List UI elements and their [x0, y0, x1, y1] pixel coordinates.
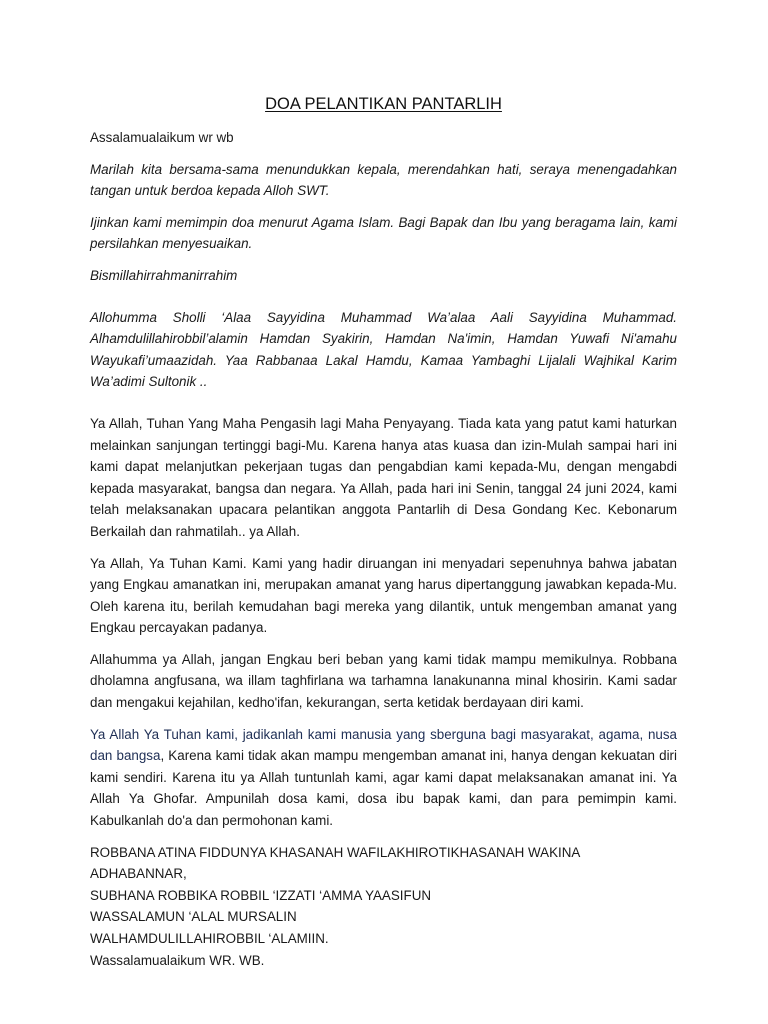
closing-line: ROBBANA ATINA FIDDUNYA KHASANAH WAFILAKHIROTIKHASANAH WAKINA ADHABANNAR, — [90, 844, 580, 882]
permission-paragraph: Ijinkan kami memimpin doa menurut Agama Islam. Bagi Bapak dan Ibu yang beragama lain, kami persilahkan menyesuaikan. — [90, 214, 677, 252]
closing-line: SUBHANA ROBBIKA ROBBIL ‘IZZATI ‘AMMA YAASIFUN — [90, 887, 432, 903]
closing-line: WASSALAMUN ‘ALAL MURSALIN — [90, 909, 297, 925]
prayer-paragraph-1: Ya Allah, Tuhan Yang Maha Pengasih lagi Maha Penyayang. Tiada kata yang patut kami haturkan melainkan sanjungan tertinggi bagi-Mu. Karena hanya atas kuasa dan izin-Mulah sampai hari ini kami dapat melanjutkan pekerjaan tugas dan pengabdian kami kepada-Mu, dengan mengabdi kepada masyarakat, bangsa dan negara. Ya Allah, pada hari ini Senin, tanggal 24 juni 2024, kami telah melaksanakan upacara pelantikan anggota Pantarlih di Desa Gondang Kec. Kebonarum Berkailah dan rahmatilah.. ya Allah. — [90, 415, 677, 539]
prayer-paragraph-4-rest: , Karena kami tidak akan mampu mengemban amanat ini, hanya dengan kekuatan diri kami sendiri. Karena itu ya Allah tuntunlah kami, agar kami dapat melaksanakan amanat ini. Ya Allah Ya Ghofar. Ampunilah dosa kami, dosa ibu bapak kami, dan para pemimpin kami. Kabulkanlah do'a dan permohonan kami. — [90, 748, 677, 829]
prayer-paragraph-2: Ya Allah, Ya Tuhan Kami. Kami yang hadir diruangan ini menyadari sepenuhnya bahwa jabatan yang Engkau amanatkan ini, merupakan amanat yang harus dipertanggung jawabkan kepada-Mu. Oleh karena itu, berilah kemudahan bagi mereka yang dilantik, untuk mengemban amanat yang Engkau percayakan padanya. — [90, 555, 677, 636]
closing-line: WALHAMDULILLAHIROBBIL ‘ALAMIIN. — [90, 931, 329, 946]
prayer-paragraph-4 — [90, 724, 677, 832]
basmalah: Bismillahirrahmanirrahim — [90, 267, 238, 283]
prayer-paragraph-4-highlight: Ya Allah Ya Tuhan kami, jadikanlah kami manusia yang sberguna bagi masyarakat, agama, nusa dan bangsa — [90, 726, 677, 764]
document-page — [90, 93, 677, 971]
prayer-paragraph-3: Allahumma ya Allah, jangan Engkau beri beban yang kami tidak mampu memikulnya. Robbana dholamna angfusana, wa illam taghfirlana wa tarhamna lanakunanna minal khosirin. Kami sadar dan mengakui kejahilan, kedho'ifan, kekurangan, serta ketidak berdayaan diri kami. — [90, 651, 677, 711]
closing-salutation: Wassalamualaikum WR. WB. — [90, 952, 265, 968]
invitation-paragraph: Marilah kita bersama-sama menundukkan kepala, merendahkan hati, seraya menengadahkan tangan untuk berdoa kepada Alloh SWT. — [90, 161, 677, 199]
closing-block — [90, 842, 677, 972]
document-title: DOA PELANTIKAN PANTARLIH — [265, 95, 502, 113]
opening-prayer: Allohumma Sholli ‘Alaa Sayyidina Muhammad Wa’alaa Aali Sayyidina Muhammad. Alhamdulillahirobbil’alamin Hamdan Syakirin, Hamdan Na'imin, Hamdan Yuwafi Ni'amahu Wayukafi’umaazidah. Yaa Rabbanaa Lakal Hamdu, Kamaa Yambaghi Lijalali Wajhikal Karim Wa’adimi Sultonik .. — [90, 309, 677, 390]
greeting: Assalamualaikum wr wb — [90, 130, 234, 145]
